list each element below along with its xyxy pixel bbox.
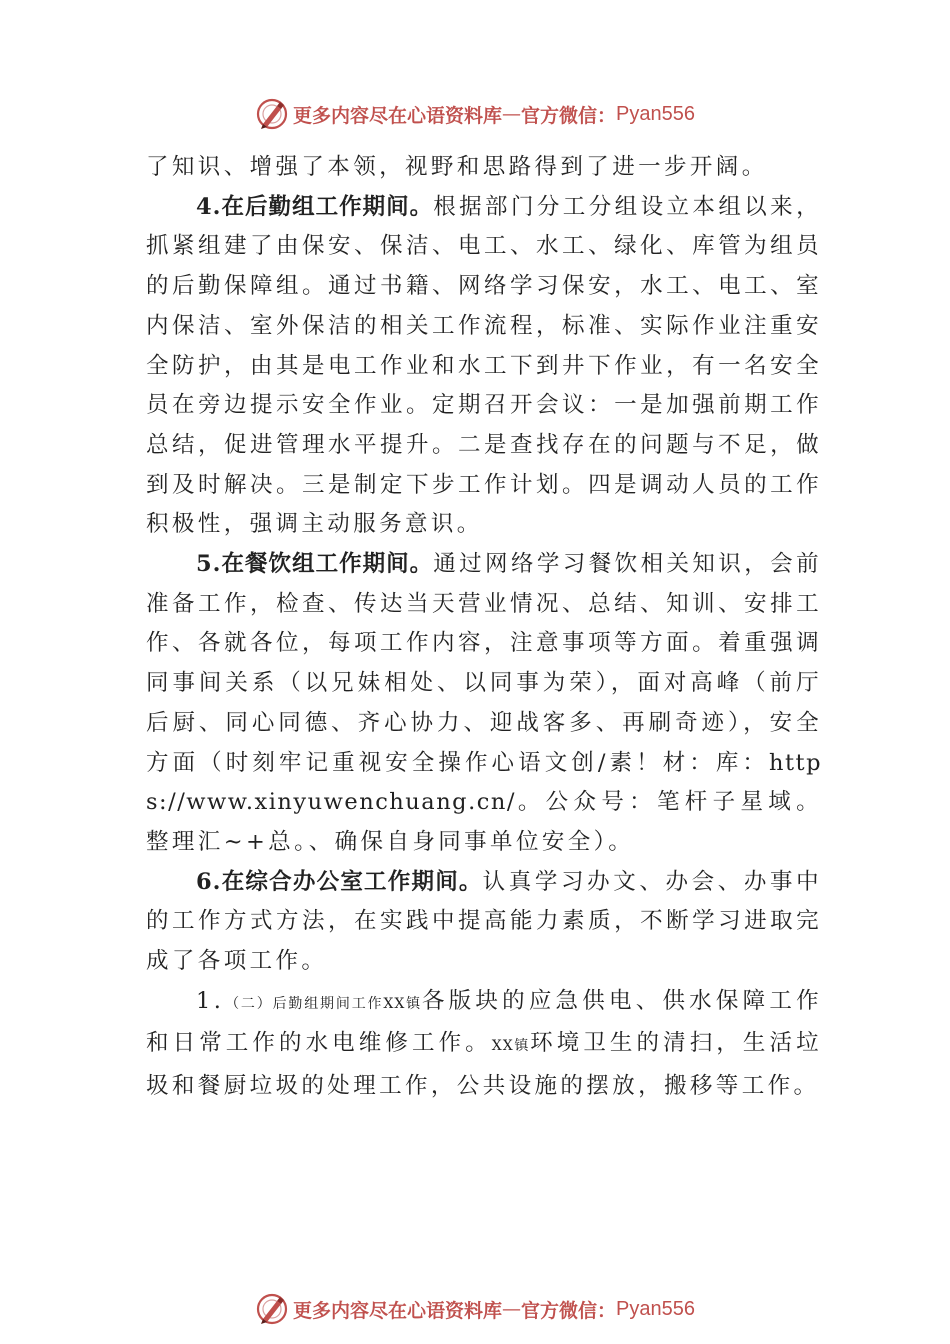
paragraph-logistics — [146, 188, 822, 545]
paragraph-heading: 4.在后勤组工作期间。 — [196, 193, 434, 220]
pen-circle-logo-icon — [255, 1292, 289, 1326]
paragraph-office — [146, 863, 822, 982]
paragraph-continued — [146, 148, 822, 188]
paragraph-text: 通过网络学习餐饮相关知识，会前准备工作，检查、传达当天营业情况、总结、知训、安排工作、各就各位，每项工作内容，注意事项等方面。着重强调同事间关系（以兄妹相处、以同事为荣），面对高峰（前厅后厨、同心同德、齐心协力、迎战客多、再刷奇迹），安全方面（时刻牢记重视安全操作心语文创/素！材：库： — [146, 551, 822, 776]
banner-separator: — — [502, 1298, 522, 1320]
banner-brand: 更多内容尽在心语资料库 — [293, 1299, 503, 1322]
paragraph-text: 了知识、增强了本领，视野和思路得到了进一步开阔。 — [146, 154, 768, 180]
banner-account: Pyan556 — [616, 1297, 695, 1320]
paragraph-heading: 6.在综合办公室工作期间。 — [196, 868, 483, 895]
banner-brand: 更多内容尽在心语资料库 — [293, 104, 503, 127]
paragraph-text: 环境卫生的清扫，生活垃圾和餐厨垃圾的处理工作，公共设施的摆放，搬移等工作。 — [146, 1030, 823, 1100]
paragraph-text: 。公众号：笔杆子星域。整理汇~+总。、确保自身同事单位安全）。 — [146, 789, 822, 855]
paragraph-text: 认真学习办文、办会、办事中的工作方式方法，在实践中提高能力素质，不断学习进取完成了各项工作。 — [146, 868, 822, 975]
banner-account: Pyan556 — [616, 102, 695, 125]
paragraph-catering — [146, 545, 822, 863]
banner-label: 官方微信： — [521, 104, 617, 127]
paragraph-small-text: （二）后勤组期间工作XX镇 — [224, 995, 422, 1012]
banner-separator: — — [502, 103, 522, 125]
banner-label: 官方微信： — [521, 1299, 617, 1322]
paragraph-text: 各版块的应急供电、供水保障工作和日常工作的水电维修工作。 — [146, 987, 822, 1057]
paragraph-text: 根据部门分工分组设立本组以来，抓紧组建了由保安、保洁、电工、水工、绿化、库管为组员的后勤保障组。通过书籍、网络学习保安，水工、电工、室内保洁、室外保洁的相关工作流程，标准、实际作业注重安全防护，由其是电工作业和水工下到井下作业，有一名安全员在旁边提示安全作业。定期召开会议：一是加强前期工作总结，促进管理水平提升。二是查找存在的问题与不足，做到及时解决。三是制定下步工作计划。四是调动人员的工作积极性，强调主动服务意识。 — [146, 193, 822, 538]
footer-banner — [0, 1287, 950, 1331]
paragraph-number: 1. — [196, 987, 225, 1014]
pen-circle-logo-icon — [255, 97, 289, 131]
paragraph-small-text: XX镇 — [491, 1038, 531, 1055]
header-banner — [0, 92, 950, 136]
paragraph-logistics-duties — [146, 982, 822, 1107]
document-body — [146, 148, 822, 1107]
website-link: https://www.xinyuwenchuang.cn/ — [146, 749, 822, 816]
paragraph-heading: 5.在餐饮组工作期间。 — [196, 551, 434, 578]
